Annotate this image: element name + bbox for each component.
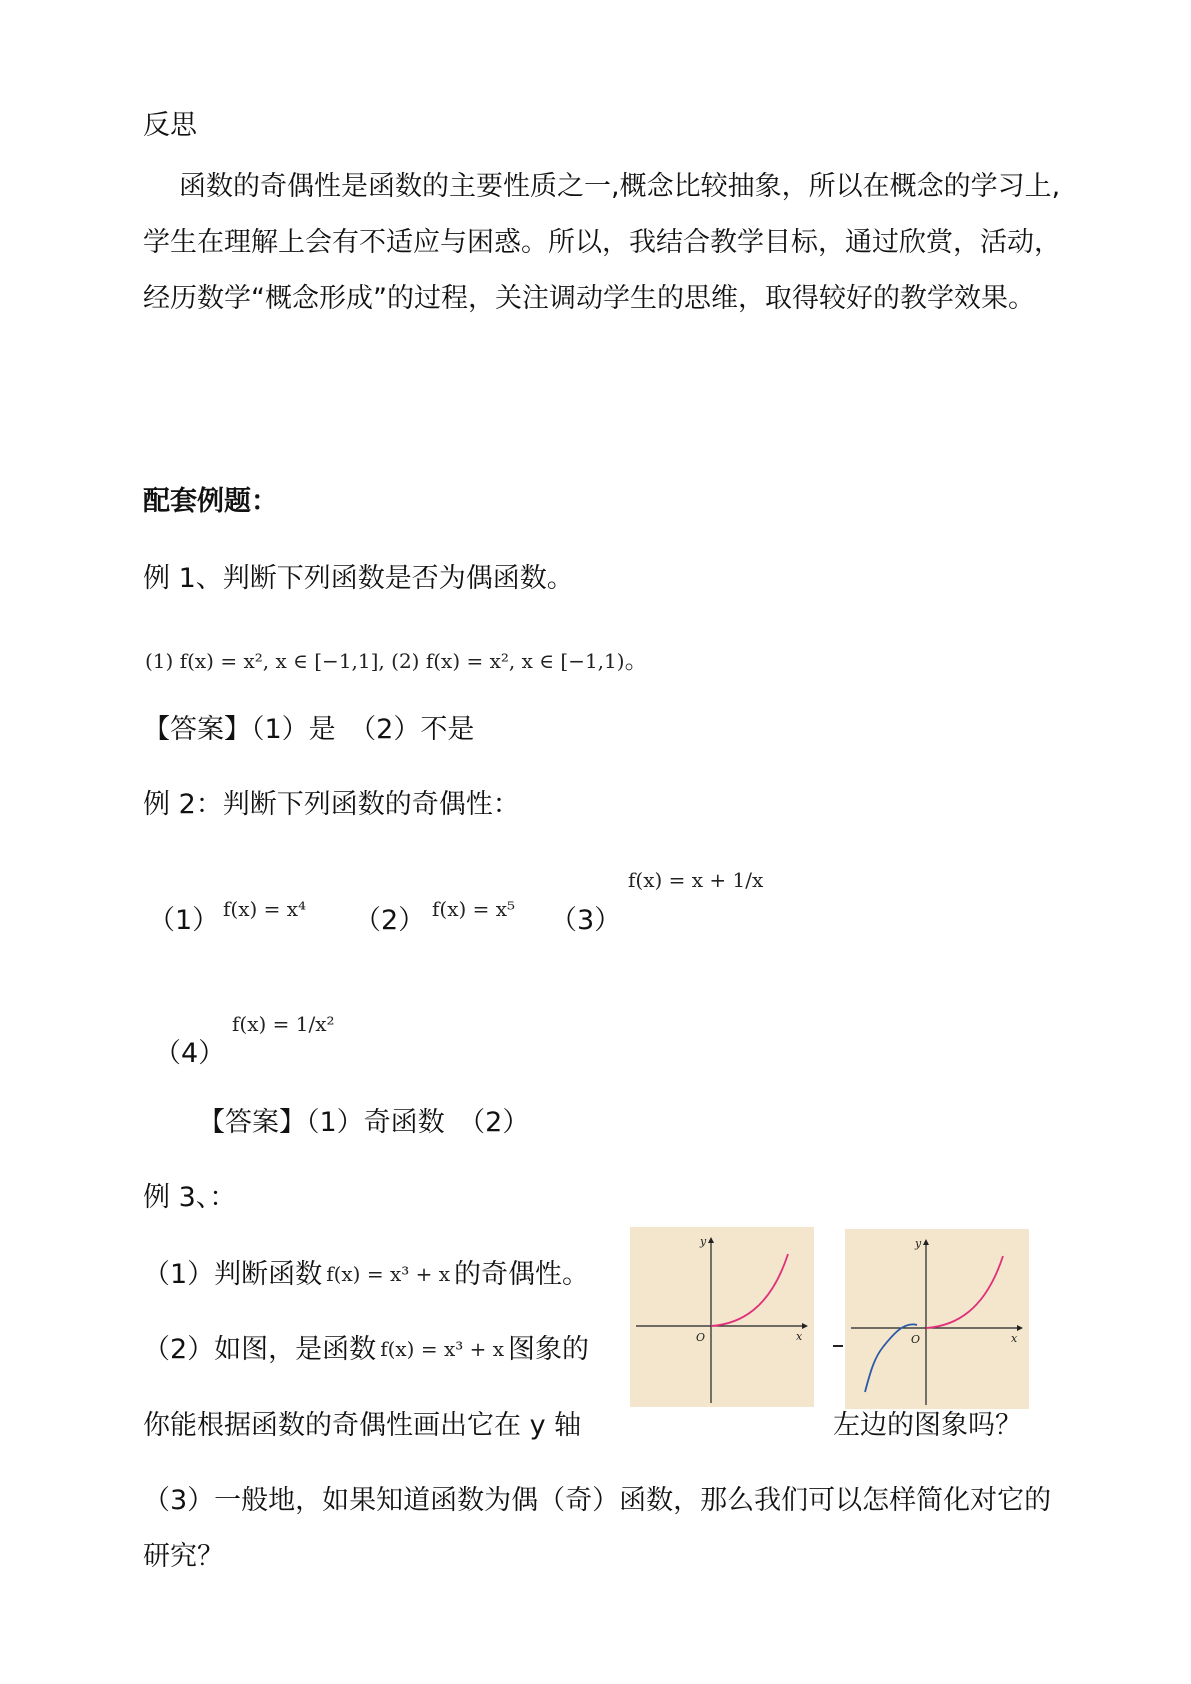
example2-item-2-label: （2）	[354, 905, 426, 936]
example2-item-4-label: （4）	[154, 1038, 226, 1069]
example3-q1-pre: （1）判断函数	[143, 1259, 323, 1290]
graph-full-background	[845, 1229, 1029, 1409]
example3-q2-line2-right: 左边的图象吗？	[833, 1410, 1022, 1441]
example2-item-4-formula: f(x) = 1/x²	[232, 1012, 335, 1036]
example3-q3: （3）一般地，如果知道函数为偶（奇）函数，那么我们可以怎样简化对它的研究？	[143, 1485, 1052, 1572]
graph-full-origin-label: O	[911, 1333, 921, 1346]
example3-q1	[143, 1247, 589, 1304]
graph-full-x-label: x	[1011, 1332, 1018, 1345]
example3-prompt: 例 3、：	[143, 1182, 237, 1213]
graph-right-half	[630, 1227, 814, 1407]
example2-item-2-formula: f(x) = x⁵	[432, 897, 516, 921]
example1-formula-end: 。	[624, 646, 649, 674]
example3-q1-formula: f(x) = x³ + x	[326, 1262, 450, 1286]
graph-separator-dash	[833, 1345, 843, 1347]
example2-answer: 【答案】（1）奇函数 （2）	[198, 1107, 530, 1138]
example1-answer: 【答案】（1）是 （2）不是	[143, 714, 475, 745]
reflection-paragraph	[143, 159, 1073, 327]
graph-full	[845, 1229, 1029, 1409]
example3-q2-post: 图象的	[508, 1334, 589, 1365]
graph-right-half-background	[630, 1227, 814, 1407]
example2-item-3-formula: f(x) = x + 1/x	[628, 868, 764, 892]
example1-formula-text: (1) f(x) = x², x ∈ [−1,1], (2) f(x) = x², x ∈ [−1,1)	[145, 649, 625, 673]
example3-q2	[143, 1322, 589, 1379]
example2-item-1-label: （1）	[148, 905, 220, 936]
reflection-paragraph-text: 函数的奇偶性是函数的主要性质之一,概念比较抽象，所以在概念的学习上,学生在理解上会有不适应与困惑。所以，我结合教学目标，通过欣赏，活动，经历数学“概念形成”的过程，关注调动学生的思维，取得较好的教学效果。	[143, 171, 1061, 314]
example3-q2-line2-left: 你能根据函数的奇偶性画出它在 y 轴	[143, 1410, 582, 1441]
graph-right-half-origin-label: O	[696, 1331, 706, 1344]
example2-item-3-label: （3）	[550, 905, 622, 936]
example3-q2-formula: f(x) = x³ + x	[380, 1337, 504, 1361]
example2-prompt: 例 2：判断下列函数的奇偶性：	[143, 789, 520, 820]
example1-formula	[145, 640, 649, 675]
example3-q1-post: 的奇偶性。	[454, 1259, 589, 1290]
graph-right-half-y-label: y	[700, 1235, 707, 1248]
example3-q2-pre: （2）如图，是函数	[143, 1334, 377, 1365]
examples-heading: 配套例题：	[143, 486, 278, 517]
example2-item-1-formula: f(x) = x⁴	[223, 897, 307, 921]
graph-full-y-label: y	[915, 1237, 922, 1250]
reflection-heading: 反思	[143, 110, 197, 141]
example1-prompt: 例 1、判断下列函数是否为偶函数。	[143, 563, 574, 594]
graph-right-half-x-label: x	[796, 1330, 803, 1343]
